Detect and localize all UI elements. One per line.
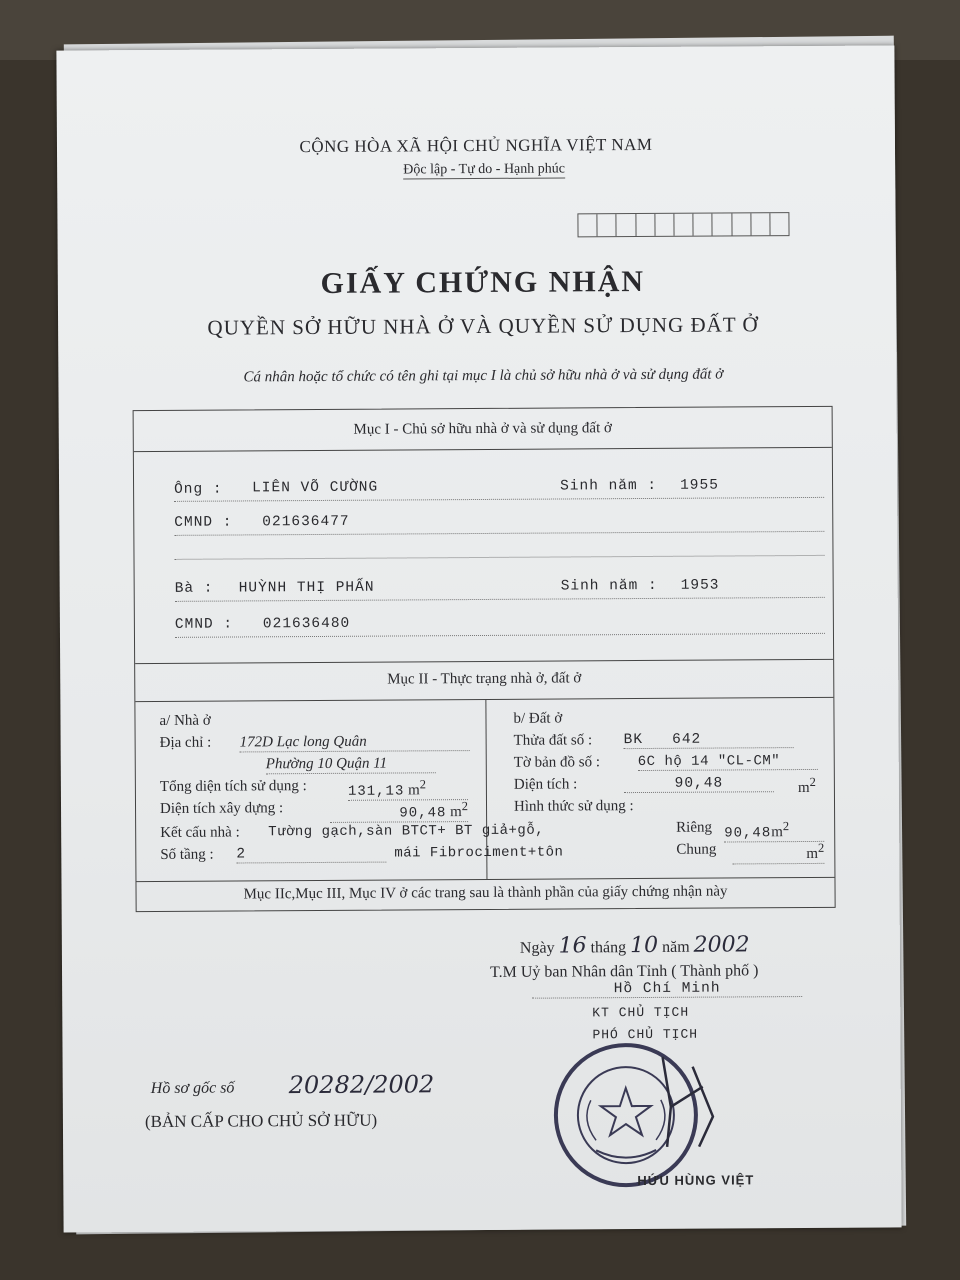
country-header: CỘNG HÒA XÃ HỘI CHỦ NGHĨA VIỆT NAM	[299, 134, 653, 157]
build-area-label: Diện tích xây dựng :	[159, 800, 284, 817]
owner2-id-label: CMND :	[174, 616, 234, 633]
divider	[135, 659, 833, 664]
signing-day: 16	[558, 933, 587, 959]
footer-note: Mục IIc,Mục III, Mục IV ở các trang sau là thành phần của giấy chứng nhận này	[243, 883, 728, 903]
address-label: Địa chỉ :	[159, 734, 212, 751]
certificate-title: GIẤY CHỨNG NHẬN	[320, 264, 646, 300]
signing-year: 2002	[693, 932, 750, 958]
private-label: Riêng	[676, 819, 713, 836]
private-field: $90,48m^2$	[724, 819, 824, 843]
parcel-label: Thửa đất số :	[513, 732, 593, 749]
owner1-birth-year: 1955	[680, 477, 719, 494]
build-area-value: 90,48	[399, 805, 447, 822]
map-label: Tờ bản đồ số :	[513, 754, 601, 771]
total-area-field: 131,13 $m^2$	[348, 777, 468, 801]
owner1-name: LIÊN VÕ CƯỜNG	[252, 479, 379, 497]
motto-text: Độc lập - Tự do - Hạnh phúc	[403, 161, 566, 178]
owner2-birth-year: 1953	[680, 577, 720, 594]
land-heading: b/ Đất ở	[513, 710, 563, 727]
owner1-label: Ông :	[174, 481, 223, 498]
signer-name: HỨU HÙNG VIỆT	[637, 1172, 755, 1189]
divider	[135, 697, 833, 702]
usage-label: Hình thức sử dụng :	[513, 798, 634, 815]
land-area-unit: $m^2$	[797, 774, 816, 797]
owner2-birth-label: Sinh năm :	[560, 577, 658, 595]
signing-position1: KT CHỦ TỊCH	[592, 1004, 690, 1021]
certificate-page	[56, 45, 901, 1232]
file-number: 20282/2002	[288, 1070, 435, 1100]
copy-note: (BẢN CẤP CHO CHỦ SỞ HỮU)	[144, 1110, 378, 1132]
floors-label: Số tầng :	[160, 846, 214, 863]
signing-city: Hồ Chí Minh	[532, 980, 802, 999]
certificate-subtitle: QUYỀN SỞ HỮU NHÀ Ở VÀ QUYỀN SỬ DỤNG ĐẤT Ở	[207, 312, 759, 340]
map-value: 6C hộ 14 "CL-CM"	[638, 753, 818, 771]
signature-mark	[642, 1046, 753, 1157]
floors-value: 2	[236, 846, 386, 864]
signing-month: 10	[630, 932, 659, 959]
shared-label: Chung	[676, 841, 717, 858]
intro-text: Cá nhân hoặc tổ chức có tên ghi tại mục I là chủ sở hữu nhà ở và sử dụng đất ở	[243, 366, 724, 386]
roof-value: mái Fibrociment+tôn	[394, 844, 564, 862]
motto	[65, 159, 903, 180]
owner2-id: 021636480	[262, 615, 351, 633]
signing-date: Ngày 16 tháng 10 năm 2002	[519, 932, 750, 959]
serial-number-boxes	[577, 212, 789, 237]
signing-position2: PHÓ CHỦ TỊCH	[592, 1026, 699, 1043]
certificate-table	[133, 406, 836, 912]
owner1-id: 021636477	[262, 513, 350, 531]
total-area-value: 131,13	[347, 783, 405, 800]
file-label: Hồ sơ gốc số	[150, 1079, 235, 1098]
private-value: 90,48	[724, 825, 772, 842]
owner1-birth-label: Sinh năm :	[560, 477, 658, 495]
land-area-label: Diện tích :	[513, 776, 578, 793]
build-area-field: 90,48 $m^2$	[330, 799, 468, 823]
house-heading: a/ Nhà ở	[159, 712, 211, 729]
signing-authority: T.M Uỷ ban Nhân dân Tỉnh ( Thành phố )	[489, 962, 759, 981]
land-area-value: 90,48	[624, 775, 774, 793]
total-area-label: Tổng diện tích sử dụng :	[159, 778, 307, 795]
owner2-label: Bà :	[174, 580, 214, 597]
structure-value: Tường gạch,sàn BTCT+ BT giả+gỗ,	[268, 822, 545, 841]
parcel-value: BK 642	[624, 731, 794, 749]
shared-field: $m^2$	[732, 841, 824, 865]
section2-heading: Mục II - Thực trạng nhà ở, đất ở	[387, 670, 582, 688]
address-line2: Phường 10 Quận 11	[266, 755, 436, 774]
structure-label: Kết cấu nhà :	[160, 824, 240, 841]
address-line1: 172D Lạc long Quân	[240, 733, 470, 752]
owner1-id-label: CMND :	[174, 514, 233, 531]
divider	[134, 447, 832, 452]
section1-heading: Mục I - Chủ sở hữu nhà ở và sử dụng đất ở	[353, 420, 612, 438]
owner2-name: HUỲNH THỊ PHẤN	[238, 579, 375, 597]
